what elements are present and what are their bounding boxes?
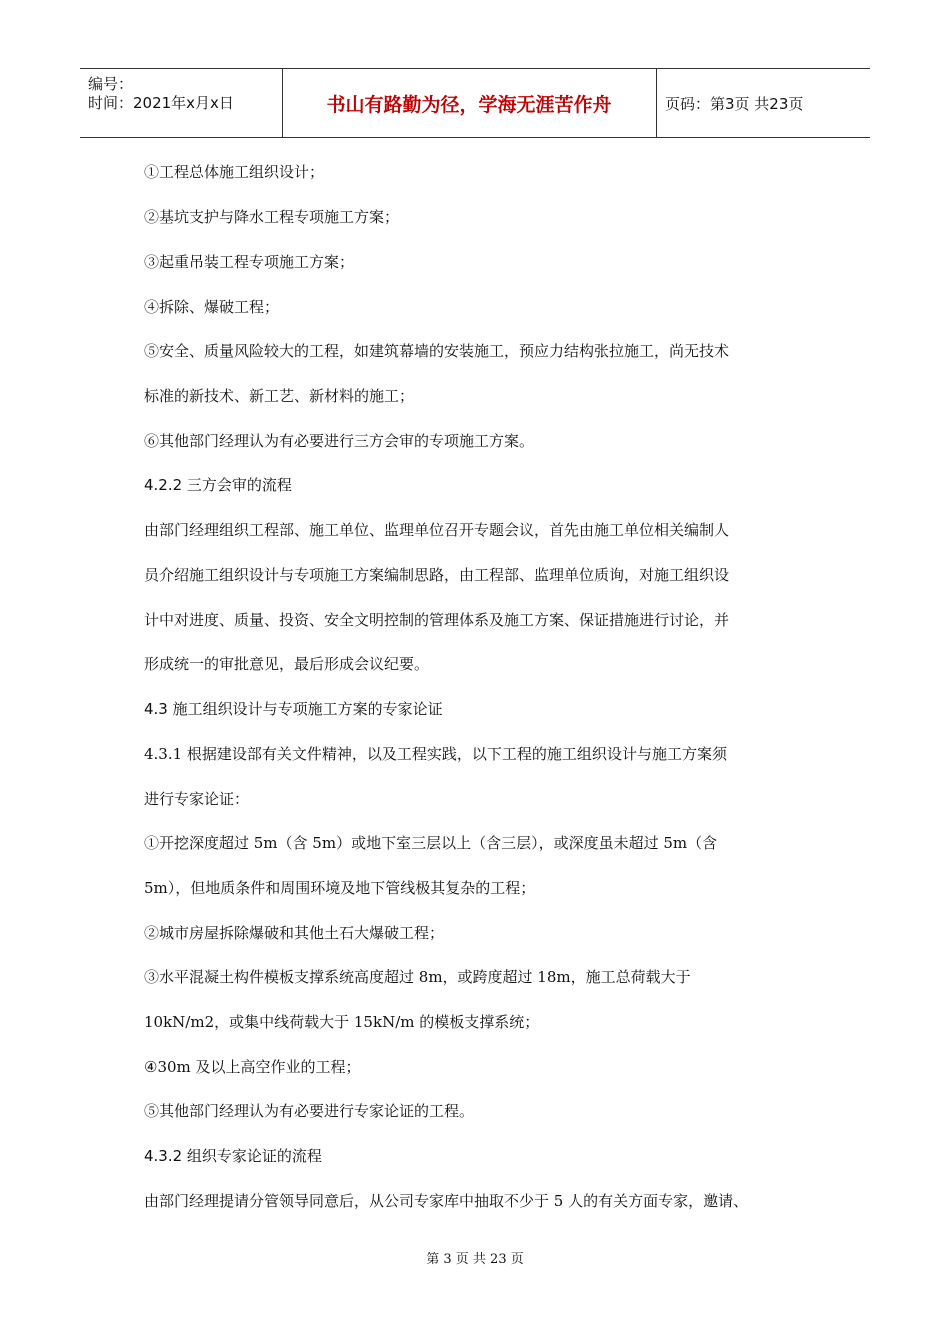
section-heading: 4.3.2 组织专家论证的流程 <box>144 1147 322 1165</box>
body-line: 标准的新技术、新工艺、新材料的施工； <box>144 387 415 405</box>
section-heading: 4.2.2 三方会审的流程 <box>144 476 292 494</box>
body-line: ②基坑支护与降水工程专项施工方案； <box>144 208 400 226</box>
body-line: ①工程总体施工组织设计； <box>144 163 325 181</box>
body-line: 由部门经理提请分管领导同意后，从公司专家库中抽取不少于 5 人的有关方面专家，邀请、 <box>144 1192 749 1210</box>
body-line: 员介绍施工组织设计与专项施工方案编制思路，由工程部、监理单位质询，对施工组织设 <box>144 566 730 584</box>
body-line: ⑤安全、质量风险较大的工程，如建筑幕墙的安装施工，预应力结构张拉施工，尚无技术 <box>144 342 730 360</box>
body-line: 由部门经理组织工程部、施工单位、监理单位召开专题会议，首先由施工单位相关编制人 <box>144 521 730 539</box>
body-line: ⑤其他部门经理认为有必要进行专家论证的工程。 <box>144 1102 475 1120</box>
body-line: ③水平混凝土构件模板支撑系统高度超过 8m，或跨度超过 18m，施工总荷载大于 <box>144 968 691 986</box>
section-heading: 4.3 施工组织设计与专项施工方案的专家论证 <box>144 700 443 718</box>
body-line: 形成统一的审批意见，最后形成会议纪要。 <box>144 655 430 673</box>
body-line: 计中对进度、质量、投资、安全文明控制的管理体系及施工方案、保证措施进行讨论，并 <box>144 611 730 629</box>
page-footer: 第 3 页 共 23 页 <box>426 1252 524 1267</box>
document-number-label: 编号： <box>88 75 134 93</box>
page-header <box>80 68 870 138</box>
body-line: 4.3.1 根据建设部有关文件精神，以及工程实践，以下工程的施工组织设计与施工方案须 <box>144 745 727 763</box>
body-line: ④拆除、爆破工程； <box>144 298 280 316</box>
header-motto: 书山有路勤为径，学海无涯苦作舟 <box>282 69 657 137</box>
body-line: ③起重吊装工程专项施工方案； <box>144 253 355 271</box>
body-line: 10kN/m2，或集中线荷载大于 15kN/m 的模板支撑系统； <box>144 1013 540 1031</box>
body-line: ⑥其他部门经理认为有必要进行三方会审的专项施工方案。 <box>144 432 535 450</box>
body-line: ②城市房屋拆除爆破和其他土石大爆破工程； <box>144 924 445 942</box>
body-line: 5m），但地质条件和周围环境及地下管线极其复杂的工程； <box>144 879 536 897</box>
body-line: ④30m 及以上高空作业的工程； <box>144 1058 361 1076</box>
header-page-number: 页码：第3页 共23页 <box>665 94 804 113</box>
body-line: ①开挖深度超过 5m（含 5m）或地下室三层以上（含三层），或深度虽未超过 5m（含 <box>144 834 718 852</box>
document-date-label: 时间：2021年x月x日 <box>88 94 234 112</box>
body-line: 进行专家论证： <box>144 790 250 808</box>
header-meta-cell <box>80 69 283 137</box>
